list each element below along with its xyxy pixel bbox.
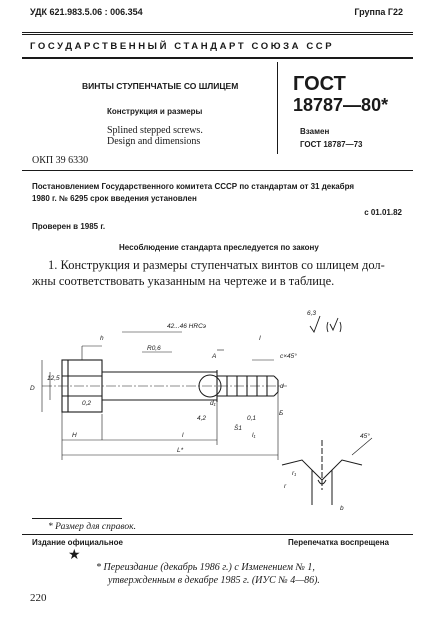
dim-l1: l₁ [252, 432, 256, 439]
standard-subtitle: Конструкция и размеры [107, 107, 203, 116]
decree-line-2: 1980 г. № 6295 срок введения установлен [32, 194, 197, 203]
dim-d1: d₁ [210, 400, 216, 407]
footer-rule [22, 534, 413, 535]
angle-label: 45° [360, 433, 370, 440]
top-rule-2 [22, 34, 413, 35]
standard-title: ВИНТЫ СТУПЕНЧАТЫЕ СО ШЛИЦЕМ [82, 81, 239, 91]
paragraph-1-line-2: жны соответствовать указанным на чертеже и в таблице. [32, 274, 335, 288]
state-standard-title: ГОСУДАРСТВЕННЫЙ СТАНДАРТ СОЮЗА ССР [30, 41, 335, 52]
udk-code: УДК 621.983.5.06 : 006.354 [30, 7, 143, 17]
label-i: I [259, 335, 261, 342]
law-notice: Несоблюдение стандарта преследуется по закону [119, 243, 319, 252]
okp-rule [22, 170, 413, 171]
val-42: 4,2 [197, 415, 207, 422]
paragraph-1-line-1: 1. Конструкция и размеры ступенчатых винтов со шлицем дол- [48, 258, 385, 272]
star-mark: ★ [68, 546, 81, 562]
roughness-value: 6,3 [307, 310, 317, 317]
dim-d: D [30, 385, 35, 392]
dim-b: b [340, 505, 344, 512]
title-rule [22, 57, 413, 59]
reprint-notice: Перепечатка воспрещена [288, 538, 389, 547]
footnote: * Размер для справок. [48, 522, 136, 532]
checked-year: Проверен в 1985 г. [32, 222, 106, 231]
okp-code: ОКП 39 6330 [32, 155, 89, 166]
dim-l: l [182, 432, 184, 439]
reissue-line-1: * Переиздание (декабрь 1986 г.) с Изменением № 1, [96, 562, 315, 573]
radius-label: R0,6 [147, 345, 161, 352]
screw-technical-drawing [22, 310, 422, 515]
reissue-line-2: утвержденным в декабре 1985 г. (ИУС № 4—86). [108, 575, 320, 586]
roughness-symbol [310, 316, 341, 332]
dim-h: h [100, 335, 104, 342]
val-02: 0,2 [82, 400, 92, 407]
english-title-line2: Design and dimensions [107, 136, 201, 147]
english-title-line1: Splined stepped screws. [107, 125, 203, 136]
page-number: 220 [30, 592, 47, 604]
val-s1: Ŝ1 [234, 425, 242, 432]
hardness-label: 42...46 HRCэ [167, 323, 206, 330]
gost-number: 18787—80* [293, 95, 389, 115]
official-edition: Издание официальное [32, 538, 123, 547]
ra-value: 12,5 [47, 375, 60, 382]
dim-d2: d [280, 383, 284, 390]
dim-r: r [284, 483, 287, 490]
group-code: Группа Г22 [354, 7, 403, 17]
top-rule [22, 32, 413, 33]
chamfer-label: c×45° [280, 353, 297, 360]
label-a: A [212, 353, 217, 360]
footnote-rule [32, 518, 122, 519]
effective-date: с 01.01.82 [364, 208, 402, 217]
replaces-label: Взамен [300, 127, 330, 136]
dim-H: H [72, 432, 77, 439]
gost-divider [277, 62, 278, 154]
dim-r1: r₁ [292, 470, 297, 477]
decree-line-1: Постановлением Государственного комитета СССР по стандартам от 31 декабря [32, 182, 355, 191]
val-01: 0,1 [247, 415, 257, 422]
replaced-gost: ГОСТ 18787—73 [300, 140, 363, 149]
dim-L: L* [177, 447, 184, 454]
label-b: Б [279, 410, 284, 417]
gost-label: ГОСТ [293, 73, 346, 95]
